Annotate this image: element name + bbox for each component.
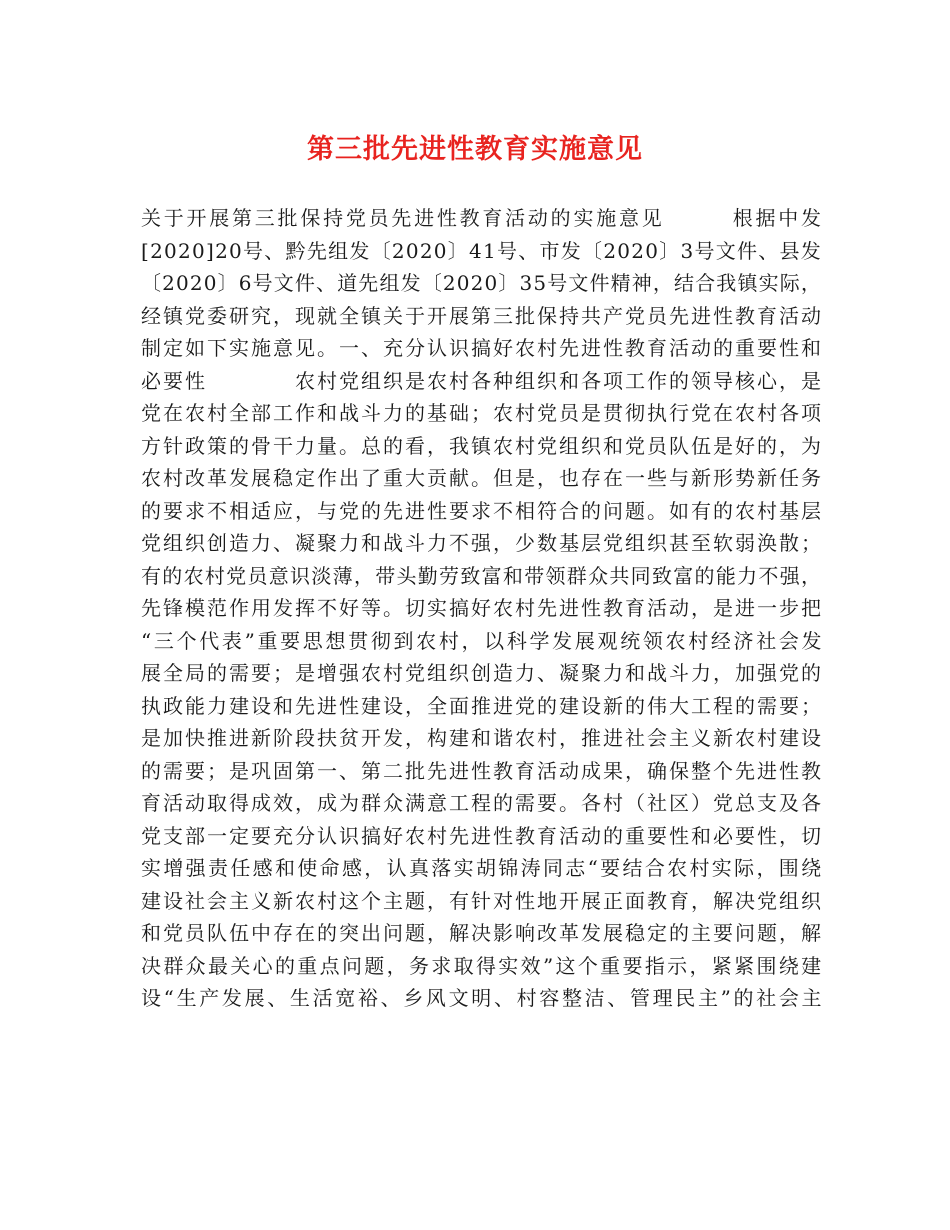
body-line: 党在农村全部工作和战斗力的基础；农村党员是贯彻执行党在农村各项	[141, 401, 823, 425]
body-line: 制定如下实施意见。一、充分认识搞好农村先进性教育活动的重要性和	[141, 336, 823, 360]
body-line: 和党员队伍中存在的突出问题，解决影响改革发展稳定的主要问题，解	[141, 921, 823, 945]
body-line: 党组织创造力、凝聚力和战斗力不强，少数基层党组织甚至软弱涣散；	[141, 531, 823, 555]
body-line: 是加快推进新阶段扶贫开发，构建和谐农村，推进社会主义新农村建设	[141, 726, 823, 750]
body-line: 党支部一定要充分认识搞好农村先进性教育活动的重要性和必要性，切	[141, 823, 823, 848]
body-line: 经镇党委研究，现就全镇关于开展第三批保持共产党员先进性教育活动	[141, 303, 823, 328]
body-line: 执政能力建设和先进性建设，全面推进党的建设新的伟大工程的需要；	[141, 693, 823, 718]
body-line: 有的农村党员意识淡薄，带头勤劳致富和带领群众共同致富的能力不强，	[141, 563, 823, 588]
body-line: 展全局的需要；是增强农村党组织创造力、凝聚力和战斗力，加强党的	[141, 661, 823, 685]
body-line: 设“生产发展、生活宽裕、乡风文明、村容整洁、管理民主”的社会主	[141, 986, 825, 1010]
body-line: 〔2020〕6号文件、道先组发〔2020〕35号文件精神，结合我镇实际，	[141, 271, 823, 295]
body-line: [2020]20号、黔先组发〔2020〕41号、市发〔2020〕3号文件、县发	[141, 238, 823, 263]
body-line: 建设社会主义新农村这个主题，有针对性地开展正面教育，解决党组织	[141, 888, 823, 913]
body-line: 必要性 农村党组织是农村各种组织和各项工作的领导核心，是	[141, 368, 823, 393]
body-line: 方针政策的骨干力量。总的看，我镇农村党组织和党员队伍是好的，为	[141, 433, 823, 458]
body-line: 的要求不相适应，与党的先进性要求不相符合的问题。如有的农村基层	[141, 498, 823, 523]
body-line: 决群众最关心的重点问题，务求取得实效”这个重要指示，紧紧围绕建	[141, 953, 824, 978]
body-line: 的需要；是巩固第一、第二批先进性教育活动成果，确保整个先进性教	[141, 758, 823, 783]
body-line: 农村改革发展稳定作出了重大贡献。但是，也存在一些与新形势新任务	[141, 466, 823, 490]
body-line: 关于开展第三批保持党员先进性教育活动的实施意见 根据中发	[141, 206, 824, 230]
body-line: 实增强责任感和使命感，认真落实胡锦涛同志“要结合农村实际，围绕	[141, 856, 824, 880]
body-line: 育活动取得成效，成为群众满意工程的需要。各村（社区）党总支及各	[141, 791, 823, 815]
document-title: 第三批先进性教育实施意见	[307, 134, 643, 165]
body-line: 先锋模范作用发挥不好等。切实搞好农村先进性教育活动，是进一步把	[141, 596, 823, 620]
document-body	[141, 202, 825, 1015]
body-line: “三个代表”重要思想贯彻到农村，以科学发展观统领农村经济社会发	[141, 628, 825, 653]
